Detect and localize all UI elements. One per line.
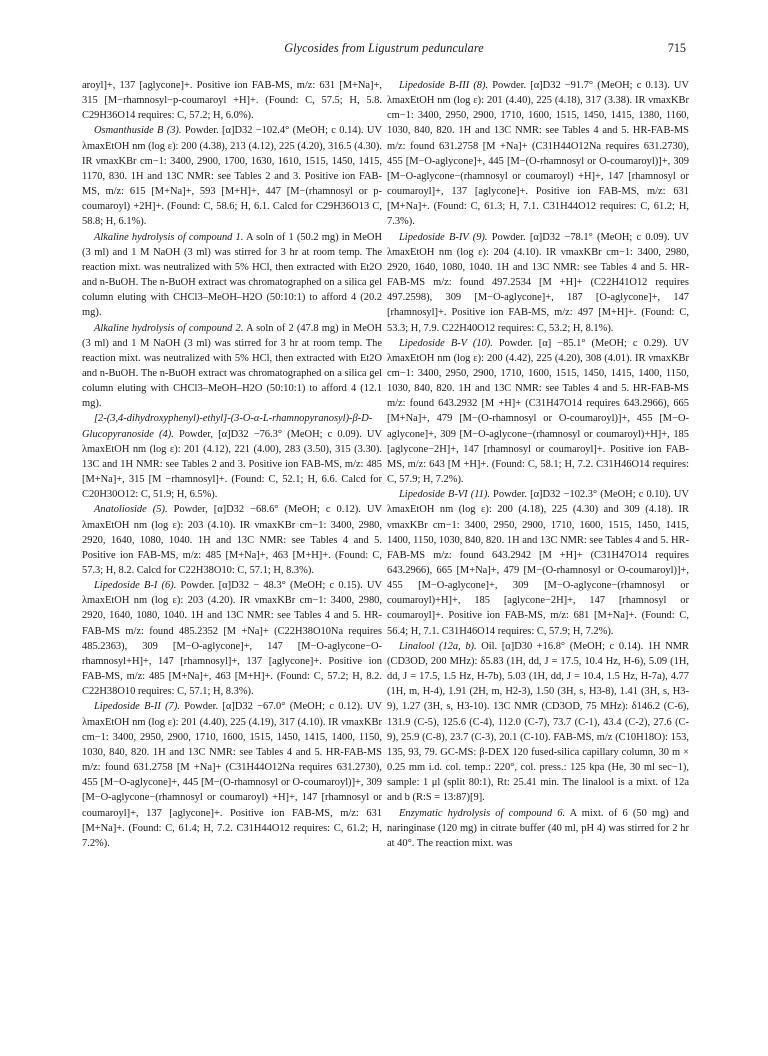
paragraph-text: Powder. [α]D32 −91.7° (MeOH; c 0.13). UV λmaxEtOH nm (log ε): 201 (4.40), 225 (4.18), 317 (3.38). IR νmaxKBr cm−1: 3400, 2950, 2900, 1710, 1600, 1515, 1450, 1415, 1380, 1160, 1030, 840, 820. 1H and 13C NMR: see Tables 4 and 5. HR-FAB-MS m/z: found 631.2758 [M +Na]+ (C31H44O12Na requires 631.2730), 455 [M−O-aglycone]+, 445 [M−(O-rhamnosyl or O-coumaroyl)]+, 309 [M−O-aglycone−(rhamnosyl or coumaroyl) +H]+, 147 [rhamnosyl or coumaroyl]+, 137 [aglycone]+. Positive ion FAB-MS, m/z: 631 [M+Na]+. (Found: C, 61.3; H, 7.1. C31H44O12 requires: C, 61.2; H, 7.3%). bbox=[387, 80, 689, 228]
paragraph-heading: [2-(3,4-dihydroxyphenyl)-ethyl]-(3-O-α-L-rhamnopyranosyl)-β-D-Glucopyranoside (4). bbox=[82, 413, 373, 440]
paragraph bbox=[82, 411, 382, 502]
paragraph bbox=[82, 321, 382, 412]
paragraph-text: Powder. [α]D32 −102.3° (MeOH; c 0.10). UV λmaxEtOH nm (log ε): 200 (4.18), 225 (4.30) and 309 (4.18). IR νmaxKBr cm−1: 3400, 2950, 2900, 1710, 1600, 1515, 1450, 1415, 1400, 1150, 1030, 840, 820. 1H and 13C NMR: see Tables 4 and 5. HR-FAB-MS m/z: found 643.2942 [M +H]+ (C31H47O14 requires 643.2966), 665 [M+Na]+, 479 [M−(O-rhamnosyl or O-coumaroyl)]+, 455 [M−O-aglycone]+, 309 [M−O-aglycone−(rhamnosyl or coumaroyl)+H]+, 185 [aglycone−2H]+, 147 [rhamnosyl or coumaroyl]+. Positive ion FAB-MS, m/z: 681 [M+Na]+. (Found: C, 56.4; H, 7.1. C31H46O14 requires: C, 57.9; H, 7.2%). bbox=[387, 489, 689, 637]
running-title: Glycosides from Ligustrum pedunculare bbox=[284, 41, 484, 55]
paragraph-heading: Lipedoside B-I (6). bbox=[94, 580, 177, 592]
paragraph-heading: Lipedoside B-II (7). bbox=[94, 701, 180, 713]
paragraph-text: Powder. [α]D32 −67.0° (MeOH; c 0.12). UV λmaxEtOH nm (log ε): 201 (4.40), 225 (4.19), 317 (4.10). IR νmaxKBr cm−1: 3400, 2950, 2900, 1710, 1600, 1515, 1450, 1415, 1400, 1150, 1030, 840, 820. 1H and 13C NMR: see Tables 4 and 5. HR-FAB-MS m/z: found 631.2758 [M +Na]+ (C31H44O12Na requires 631.2730), 455 [M−O-aglycone]+, 445 [M−(O-rhamnosyl or O-coumaroyl)]+, 309 [M−O-aglycone−(rhamnosyl or coumaroyl) +H]+, 147 [rhamnosyl or coumaroyl]+, 137 [aglycone]+. Positive ion FAB-MS, m/z: 631 [M+Na]+. (Found: C, 61.4; H, 7.2. C31H44O12 requires: C, 61.2; H, 7.2%). bbox=[82, 701, 382, 849]
paragraph-text: A mixt. of 6 (50 mg) and naringinase (120 mg) in citrate buffer (40 ml, pH 4) was stirred for 2 hr at 40°. The reaction mixt. was bbox=[387, 807, 689, 849]
paragraph bbox=[82, 578, 382, 699]
paragraph-heading: Linalool (12a, b). bbox=[399, 640, 477, 652]
paragraph-text: A soln of 1 (50.2 mg) in MeOH (3 ml) and 1 M NaOH (3 ml) was stirred for 3 hr at room temp. The reaction mixt. was neutralized with 5% HCl, then extracted with Et2O and n-BuOH. The n-BuOH extract was chromatographed on a silica gel column eluting with CHCl3–MeOH–H2O (50:10:1) to afford 4 (20.2 mg). bbox=[82, 231, 383, 319]
paragraph-text: Powder. [α]D32 −102.4° (MeOH; c 0.14). UV λmaxEtOH nm (log ε): 200 (4.38), 213 (4.12), 225 (4.20), 316.5 (4.30). IR νmaxKBr cm−1: 3400, 2900, 1700, 1630, 1610, 1515, 1450, 1415, 1170, 830. 1H and 13C NMR: see Tables 2 and 3. Positive ion FAB-MS, m/z: 615 [M+Na]+, 593 [M+H]+, 447 [M−(rhamnosyl or p-coumaroyl) +2H]+. (Found: C, 58.6; H, 6.1. Calcd for C29H36O13 C, 58.8; H, 6.1%). bbox=[82, 125, 382, 228]
paragraph bbox=[387, 487, 689, 639]
left-column bbox=[82, 78, 382, 851]
paragraph-heading: Lipedoside B-V (10). bbox=[399, 337, 493, 349]
paragraph-heading: Lipedoside B-VI (11). bbox=[399, 489, 490, 501]
paragraph-heading: Lipedoside B-III (8). bbox=[399, 80, 489, 91]
paragraph-heading: Alkaline hydrolysis of compound 1. bbox=[94, 231, 244, 243]
paragraph bbox=[82, 123, 382, 229]
paragraph-heading: Anatolioside (5). bbox=[94, 504, 168, 516]
paragraph-heading: Enzymatic hydrolysis of compound 6. bbox=[399, 807, 566, 819]
paragraph-text: aroyl]+, 137 [aglycone]+. Positive ion FAB-MS, m/z: 631 [M+Na]+, 315 [M−rhamnosyl−p-coumaroyl +H]+. (Found: C, 57.5; H, 5.8. C29H36O14 requires: C, 57.2; H, 6.0%). bbox=[82, 80, 382, 122]
paragraph-text: A soln of 2 (47.8 mg) in MeOH (3 ml) and 1 M NaOH (3 ml) was stirred for 3 hr at room temp. The reaction mixt. was neutralized with 5% HCl, then extracted with Et2O and n-BuOH. The n-BuOH extract was chromatographed on a silica gel column eluting with CHCl3–MeOH–H2O (50:10:1) to afford 4 (12.1 mg). bbox=[82, 322, 383, 410]
paragraph-heading: Lipedoside B-IV (9). bbox=[399, 231, 488, 243]
paragraph bbox=[387, 639, 689, 806]
right-column bbox=[387, 78, 689, 851]
paragraph-text: Powder. [α]D32 − 48.3° (MeOH; c 0.15). UV λmaxEtOH nm (log ε): 203 (4.20). IR νmaxKBr cm−1: 3400, 2980, 2920, 1640, 1080, 1040. 1H and 13C NMR: see Tables 4 and 5. HR-FAB-MS m/z: found 485.2352 [M +Na]+ (C22H38O10Na requires 485.2363), 309 [M−O-aglycone]+, 147 [M−O-aglycone−O-rhamnosyl+H]+, 147 [rhamnosyl]+, 137 [aglycone]+. Positive ion FAB-MS, m/z: 485 [M+Na]+, 463 [M+H]+. (Found: C, 57.2; H, 8.2. C22H38O10 requires: C, 57.1; H, 8.3%). bbox=[82, 580, 382, 698]
paragraph-heading: Osmanthuside B (3). bbox=[94, 125, 182, 137]
paragraph bbox=[387, 806, 689, 851]
paragraph bbox=[82, 230, 382, 321]
page-number: 715 bbox=[667, 41, 686, 55]
paragraph-text: Powder, [α]D32 −76.3° (MeOH; c 0.09). UV λmaxEtOH nm (log ε): 201 (4.12), 221 (4.00), 283 (3.50), 315 (3.30). 13C and 1H NMR: see Tables 2 and 3. Positive ion FAB-MS, m/z: 485 [M+Na]+, 315 [M −rhamnosyl]+. (Found: C, 52.1; H, 6.6. Calcd for C20H30O12: C, 51.9; H, 6.5%). bbox=[82, 428, 382, 501]
paragraph bbox=[387, 336, 689, 488]
paragraph bbox=[82, 699, 382, 851]
paragraph-text: Powder, [α]D32 −68.6° (MeOH; c 0.12). UV λmaxEtOH nm (log ε): 203 (4.10). IR νmaxKBr cm−1: 3400, 2980, 2920, 1640, 1080, 1040. 1H and 13C NMR: see Tables 4 and 5. Positive ion FAB-MS, m/z: 485 [M+Na]+, 463 [M+H]+. (Found: C, 57.3; H, 8.2. Calcd for C22H38O10: C, 57.1; H, 8.3%). bbox=[82, 504, 382, 576]
paragraph-text: Powder. [α] −85.1° (MeOH; c 0.29). UV λmaxEtOH nm (log ε): 200 (4.42), 225 (4.20), 308 (4.01). IR νmaxKBr cm−1: 3400, 2950, 2900, 1710, 1600, 1515, 1450, 1415, 1400, 1150, 1030, 840, 820. 1H and 13C NMR: see Tables 4 and 5. HR-FAB-MS m/z: found 643.2932 [M +H]+ (C31H47O14 requires 643.2966), 665 [M+Na]+, 479 [M−(O-rhamnosyl or O-coumaroyl)]+, 455 [M−O-aglycone]+, 309 [M−O-aglycone−(rhamnosyl or coumaroyl)+H]+, 185 [aglycone−2H]+, 147 [rhamnosyl or coumaroyl]+. Positive ion FAB-MS, m/z: 643 [M +H]+. (Found: C, 58.1; H, 7.2. C31H46O14 requires: C, 57.9; H, 7.2%). bbox=[387, 337, 689, 486]
paragraph bbox=[82, 78, 382, 123]
paragraph-text: Oil. [α]D30 +16.8° (MeOH; c 0.14). 1H NMR (CD3OD, 200 MHz): δ5.83 (1H, dd, J = 17.5, 10.4 Hz, H-6), 5.09 (1H, dd, J = 17.5, 1.5 Hz, H-7b), 5.03 (1H, dd, J = 10.4, 1.5 Hz, H-7a), 4.77 (1H, m, H-4), 1.91 (2H, m, H2-3), 1.50 (3H, s, H3-8), 1.41 (3H, s, H3-9), 1.27 (3H, s, H3-10). 13C NMR (CD3OD, 75 MHz): δ146.2 (C-6), 131.9 (C-5), 125.6 (C-4), 112.0 (C-7), 73.7 (C-1), 43.4 (C-2), 27.6 (C-9), 25.9 (C-8), 23.7 (C-3), 20.1 (C-10). FAB-MS, m/z (C10H18O): 153, 135, 93, 79. GC-MS: β-DEX 120 fused-silica capillary column, 30 m × 0.25 mm i.d. col. temp.: 220°, col. press.: 125 kpa (He, 30 ml sec−1), sample: 1 μl (split 80:1), Rt: 25.41 min. The linalool is a mixt. of 12a and b (R:S = 13:87)[9]. bbox=[387, 640, 689, 804]
running-head bbox=[0, 41, 768, 57]
paragraph bbox=[387, 78, 689, 230]
paragraph bbox=[82, 502, 382, 578]
paragraph-heading: Alkaline hydrolysis of compound 2. bbox=[94, 322, 244, 334]
paragraph bbox=[387, 230, 689, 336]
paragraph-text: Powder. [α]D32 −78.1° (MeOH; c 0.09). UV λmaxEtOH nm (log ε): 204 (4.10). IR νmaxKBr cm−1: 3400, 2980, 2920, 1640, 1080, 1040. 1H and 13C NMR: see Tables 4 and 5. HR-FAB-MS m/z: found 497.2534 [M +H]+ (C22H41O12 requires 497.2598), 309 [M−O-aglycone]+, 187 [O-aglycone]+, 147 [rhamnosyl]+. Positive ion FAB-MS, m/z: 497 [M+H]+. (Found: C, 53.3; H, 7.9. C22H40O12 requires: C, 53.2; H, 8.1%). bbox=[387, 231, 689, 334]
